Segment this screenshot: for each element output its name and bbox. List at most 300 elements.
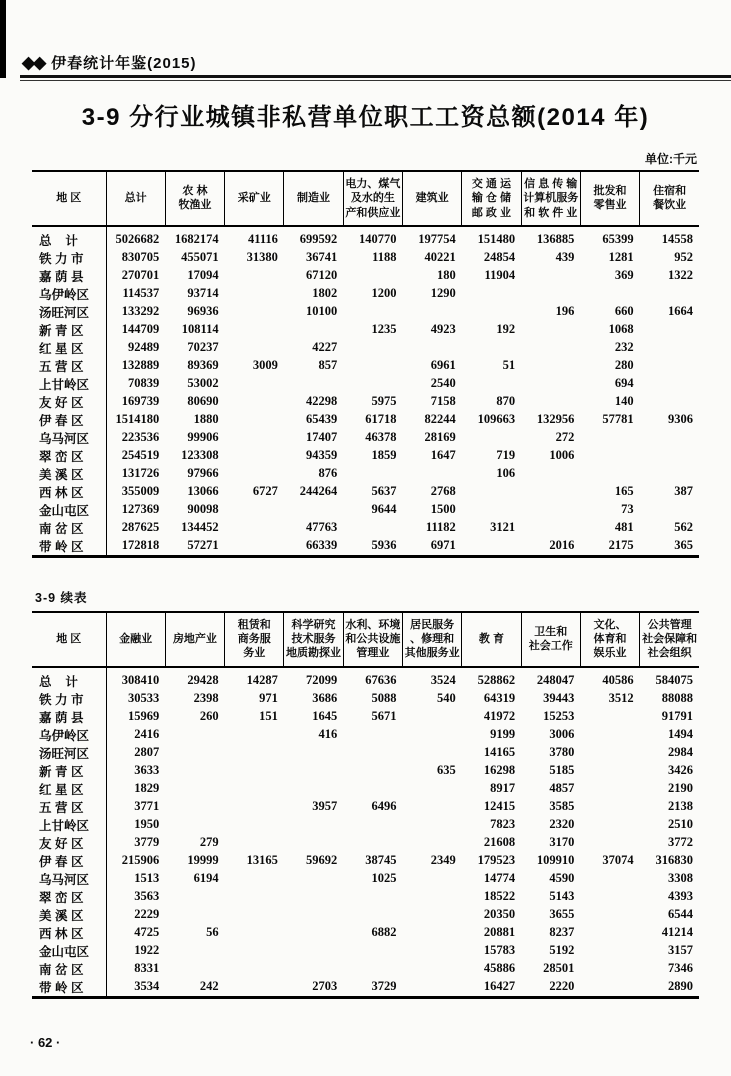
value-cell [225, 303, 284, 321]
value-cell: 2175 [608, 538, 634, 553]
value-cell: 5088 [371, 691, 397, 706]
value-cell: 2349 [430, 853, 456, 868]
value-cell: 59692 [305, 853, 338, 868]
value-cell [580, 942, 639, 960]
value-cell: 14558 [661, 232, 693, 247]
value-cell [165, 798, 224, 816]
continuation-label: 3-9 续表 [35, 590, 88, 605]
region-cell: 美 溪 区 [32, 465, 106, 483]
value-cell: 15253 [543, 709, 575, 724]
value-cell: 88088 [661, 691, 693, 706]
table-row [32, 357, 699, 375]
value-cell [402, 942, 461, 960]
value-cell: 19999 [187, 853, 219, 868]
value-cell [225, 339, 284, 357]
value-cell [225, 906, 284, 924]
value-cell: 2138 [668, 799, 693, 814]
value-cell: 28169 [424, 430, 456, 445]
value-cell: 1500 [430, 502, 456, 517]
value-cell [580, 816, 639, 834]
table-row [32, 501, 699, 519]
value-cell: 16427 [483, 979, 516, 994]
value-cell: 8331 [134, 961, 160, 976]
value-cell [343, 339, 402, 357]
value-cell [462, 303, 521, 321]
region-cell: 西 林 区 [32, 924, 106, 942]
value-cell: 91791 [661, 709, 693, 724]
value-cell: 151 [259, 709, 278, 724]
value-cell: 132889 [121, 358, 160, 373]
value-cell: 11182 [425, 520, 456, 535]
value-cell: 287625 [121, 520, 160, 535]
value-cell: 2190 [668, 781, 693, 796]
value-cell: 151480 [477, 232, 516, 247]
value-cell [521, 519, 580, 537]
value-cell [165, 816, 224, 834]
value-cell [521, 285, 580, 303]
value-cell: 2320 [549, 817, 575, 832]
value-cell: 4923 [430, 322, 456, 337]
value-cell [402, 888, 461, 906]
value-cell [640, 357, 699, 375]
value-cell: 41116 [248, 232, 278, 247]
value-cell [284, 942, 343, 960]
value-cell: 47763 [305, 520, 338, 535]
table-row [32, 852, 699, 870]
value-cell: 30533 [128, 691, 160, 706]
value-cell: 2220 [549, 979, 575, 994]
value-cell [343, 267, 402, 285]
industry-column-header: 卫生和 社会工作 [521, 612, 580, 667]
region-cell: 乌马河区 [32, 870, 106, 888]
scan-edge-mark [0, 0, 6, 78]
value-cell: 2540 [430, 376, 456, 391]
value-cell [343, 303, 402, 321]
value-cell: 136885 [536, 232, 575, 247]
value-cell: 5143 [549, 889, 575, 904]
region-cell: 总 计 [32, 667, 106, 690]
value-cell: 3563 [134, 889, 160, 904]
industry-column-header: 农 林 牧渔业 [165, 171, 224, 226]
value-cell [462, 483, 521, 501]
value-cell [225, 285, 284, 303]
value-cell: 3585 [549, 799, 575, 814]
value-cell [343, 465, 402, 483]
value-cell [640, 393, 699, 411]
value-cell [402, 924, 461, 942]
table-row [32, 537, 699, 557]
value-cell: 1290 [430, 286, 456, 301]
value-cell [165, 960, 224, 978]
value-cell [521, 321, 580, 339]
region-cell: 带 岭 区 [32, 978, 106, 998]
value-cell [402, 726, 461, 744]
region-cell: 带 岭 区 [32, 537, 106, 557]
value-cell: 90098 [187, 502, 219, 517]
value-cell [402, 798, 461, 816]
value-cell [580, 780, 639, 798]
region-cell: 伊 春 区 [32, 411, 106, 429]
value-cell: 6194 [193, 871, 219, 886]
value-cell: 3308 [668, 871, 693, 886]
value-cell: 1802 [312, 286, 338, 301]
industry-column-header: 总计 [106, 171, 165, 226]
diamond-icons: ◆◆ [22, 52, 45, 72]
value-cell [462, 501, 521, 519]
value-cell [402, 906, 461, 924]
yearbook-title: 伊春统计年鉴(2015) [51, 55, 197, 72]
header-row [32, 612, 699, 667]
value-cell: 1950 [134, 817, 160, 832]
value-cell: 108114 [181, 322, 219, 337]
region-cell: 友 好 区 [32, 393, 106, 411]
value-cell: 5026682 [115, 232, 160, 247]
value-cell [343, 888, 402, 906]
value-cell [225, 960, 284, 978]
value-cell: 65439 [305, 412, 338, 427]
value-cell: 223536 [121, 430, 160, 445]
value-cell: 6971 [430, 538, 456, 553]
value-cell [640, 285, 699, 303]
value-cell: 1859 [371, 448, 397, 463]
value-cell [225, 447, 284, 465]
value-cell: 93714 [187, 286, 219, 301]
region-cell: 汤旺河区 [32, 744, 106, 762]
value-cell [402, 465, 461, 483]
value-cell [580, 465, 639, 483]
table-row [32, 978, 699, 998]
banner-divider [20, 75, 731, 81]
table-row [32, 780, 699, 798]
value-cell: 127369 [121, 502, 160, 517]
value-cell: 1188 [372, 250, 397, 265]
value-cell: 14165 [483, 745, 516, 760]
value-cell [521, 339, 580, 357]
wage-table-part1 [32, 170, 699, 558]
region-cell: 上甘岭区 [32, 375, 106, 393]
value-cell: 10100 [305, 304, 338, 319]
region-cell: 新 青 区 [32, 762, 106, 780]
wage-table-part2 [32, 611, 699, 999]
value-cell: 3771 [134, 799, 160, 814]
value-cell [343, 906, 402, 924]
value-cell: 66339 [305, 538, 338, 553]
value-cell [343, 816, 402, 834]
value-cell: 3121 [490, 520, 516, 535]
value-cell: 29428 [187, 673, 219, 688]
value-cell [343, 519, 402, 537]
value-cell: 540 [437, 691, 456, 706]
value-cell: 2703 [312, 979, 338, 994]
value-cell: 15969 [128, 709, 160, 724]
value-cell: 7823 [490, 817, 516, 832]
value-cell: 365 [674, 538, 693, 553]
value-cell [225, 267, 284, 285]
table-row [32, 690, 699, 708]
region-cell: 五 营 区 [32, 798, 106, 816]
value-cell [640, 321, 699, 339]
value-cell: 72099 [305, 673, 338, 688]
value-cell: 131726 [121, 466, 160, 481]
value-cell: 3426 [668, 763, 693, 778]
value-cell: 16298 [483, 763, 516, 778]
value-cell [402, 339, 461, 357]
table-row [32, 249, 699, 267]
region-cell: 乌马河区 [32, 429, 106, 447]
value-cell [225, 375, 284, 393]
value-cell: 28501 [543, 961, 575, 976]
value-cell: 694 [614, 376, 634, 391]
value-cell: 11904 [484, 268, 516, 283]
value-cell: 3524 [430, 673, 456, 688]
value-cell: 13165 [246, 853, 278, 868]
region-cell: 西 林 区 [32, 483, 106, 501]
value-cell [225, 780, 284, 798]
value-cell: 562 [674, 520, 693, 535]
value-cell: 1025 [371, 871, 397, 886]
table-row [32, 465, 699, 483]
region-column-header: 地 区 [32, 171, 106, 226]
value-cell: 1647 [430, 448, 456, 463]
value-cell: 3655 [549, 907, 575, 922]
value-cell: 1880 [193, 412, 219, 427]
value-cell [225, 726, 284, 744]
value-cell: 279 [199, 835, 219, 850]
value-cell: 67636 [365, 673, 397, 688]
value-cell: 1494 [668, 727, 693, 742]
value-cell [580, 762, 639, 780]
value-cell: 7158 [430, 394, 456, 409]
value-cell: 6496 [371, 799, 397, 814]
industry-column-header: 建筑业 [402, 171, 461, 226]
table-row [32, 667, 699, 690]
industry-column-header: 采矿业 [225, 171, 284, 226]
value-cell: 3009 [252, 358, 278, 373]
value-cell [402, 960, 461, 978]
region-cell: 乌伊岭区 [32, 726, 106, 744]
value-cell [343, 744, 402, 762]
value-cell: 15783 [483, 943, 516, 958]
value-cell [225, 429, 284, 447]
region-cell: 南 岔 区 [32, 519, 106, 537]
value-cell [580, 798, 639, 816]
value-cell [284, 870, 343, 888]
value-cell: 5671 [371, 709, 397, 724]
value-cell: 70237 [187, 340, 219, 355]
value-cell: 416 [318, 727, 338, 742]
value-cell [225, 744, 284, 762]
value-cell [521, 357, 580, 375]
value-cell: 215906 [121, 853, 160, 868]
table-row [32, 744, 699, 762]
region-cell: 乌伊岭区 [32, 285, 106, 303]
table-row [32, 411, 699, 429]
value-cell: 4227 [312, 340, 338, 355]
value-cell [402, 780, 461, 798]
industry-column-header: 教 育 [462, 612, 521, 667]
value-cell [284, 816, 343, 834]
value-cell: 3772 [668, 835, 693, 850]
value-cell: 4393 [668, 889, 693, 904]
table-row [32, 834, 699, 852]
table-row [32, 483, 699, 501]
value-cell: 14774 [483, 871, 516, 886]
value-cell: 80690 [187, 394, 219, 409]
region-cell: 嘉 荫 县 [32, 267, 106, 285]
value-cell [343, 960, 402, 978]
value-cell: 99906 [187, 430, 219, 445]
value-cell: 56 [206, 925, 219, 940]
table-row [32, 708, 699, 726]
value-cell: 31380 [246, 250, 278, 265]
value-cell: 5975 [371, 394, 397, 409]
value-cell [402, 816, 461, 834]
value-cell [284, 762, 343, 780]
value-cell: 584075 [655, 673, 693, 688]
value-cell [640, 339, 699, 357]
value-cell [580, 978, 639, 998]
value-cell: 3729 [371, 979, 397, 994]
value-cell: 169739 [121, 394, 160, 409]
value-cell: 1235 [371, 322, 397, 337]
value-cell [580, 960, 639, 978]
value-cell: 114537 [122, 286, 160, 301]
region-cell: 铁 力 市 [32, 690, 106, 708]
value-cell: 455071 [181, 250, 219, 265]
value-cell: 1513 [134, 871, 160, 886]
table-row [32, 285, 699, 303]
value-cell: 232 [614, 340, 634, 355]
value-cell: 3006 [549, 727, 575, 742]
value-cell: 3170 [549, 835, 575, 850]
value-cell: 196 [555, 304, 575, 319]
value-cell [225, 870, 284, 888]
value-cell [343, 834, 402, 852]
region-cell: 友 好 区 [32, 834, 106, 852]
value-cell: 144709 [121, 322, 160, 337]
value-cell: 1068 [608, 322, 634, 337]
value-cell [521, 267, 580, 285]
region-cell: 五 营 区 [32, 357, 106, 375]
value-cell: 132956 [536, 412, 575, 427]
value-cell: 242 [199, 979, 219, 994]
value-cell: 3780 [549, 745, 575, 760]
table-row [32, 816, 699, 834]
value-cell: 133292 [121, 304, 160, 319]
value-cell: 308410 [121, 673, 160, 688]
value-cell [343, 726, 402, 744]
table-row [32, 303, 699, 321]
value-cell: 5192 [549, 943, 575, 958]
value-cell: 2398 [193, 691, 219, 706]
value-cell: 179523 [477, 853, 516, 868]
value-cell: 1922 [134, 943, 160, 958]
value-cell [580, 888, 639, 906]
table-row [32, 519, 699, 537]
value-cell: 3686 [312, 691, 338, 706]
value-cell: 2416 [134, 727, 160, 742]
value-cell [225, 762, 284, 780]
value-cell [640, 465, 699, 483]
value-cell [580, 870, 639, 888]
region-cell: 金山屯区 [32, 942, 106, 960]
value-cell: 1281 [608, 250, 634, 265]
table-row [32, 798, 699, 816]
value-cell: 123308 [181, 448, 219, 463]
value-cell [165, 906, 224, 924]
value-cell: 1645 [312, 709, 338, 724]
value-cell: 6961 [430, 358, 456, 373]
value-cell [284, 888, 343, 906]
value-cell: 42298 [305, 394, 338, 409]
value-cell [284, 906, 343, 924]
value-cell: 17094 [187, 268, 219, 283]
value-cell: 2016 [549, 538, 575, 553]
value-cell [521, 393, 580, 411]
value-cell [225, 834, 284, 852]
table-row [32, 393, 699, 411]
industry-column-header: 制造业 [284, 171, 343, 226]
industry-column-header: 电力、煤气 及水的生 产和供应业 [343, 171, 402, 226]
table-row [32, 339, 699, 357]
industry-column-header: 科学研究 技术服务 地质勘探业 [284, 612, 343, 667]
value-cell: 439 [555, 250, 575, 265]
region-cell: 金山屯区 [32, 501, 106, 519]
value-cell [640, 501, 699, 519]
value-cell: 46378 [365, 430, 397, 445]
industry-column-header: 公共管理 社会保障和 社会组织 [640, 612, 699, 667]
value-cell [580, 429, 639, 447]
value-cell: 9306 [668, 412, 693, 427]
value-cell [225, 978, 284, 998]
value-cell: 4857 [549, 781, 575, 796]
industry-column-header: 信 息 传 输 计算机服务 和 软 件 业 [521, 171, 580, 226]
value-cell: 971 [259, 691, 278, 706]
value-cell: 270701 [121, 268, 160, 283]
value-cell [640, 375, 699, 393]
value-cell: 5936 [371, 538, 397, 553]
value-cell: 7346 [668, 961, 693, 976]
value-cell [580, 924, 639, 942]
value-cell [165, 744, 224, 762]
value-cell: 94359 [305, 448, 338, 463]
value-cell: 4725 [134, 925, 160, 940]
value-cell: 45886 [483, 961, 516, 976]
value-cell [402, 708, 461, 726]
value-cell [521, 375, 580, 393]
value-cell [225, 924, 284, 942]
industry-column-header: 居民服务 、修理和 其他服务业 [402, 612, 461, 667]
value-cell: 876 [318, 466, 338, 481]
value-cell: 699592 [299, 232, 338, 247]
value-cell: 280 [614, 358, 634, 373]
page-number: · 62 · [30, 1035, 61, 1050]
value-cell [284, 744, 343, 762]
table-row [32, 267, 699, 285]
value-cell [284, 501, 343, 519]
value-cell: 192 [496, 322, 516, 337]
value-cell: 830705 [121, 250, 160, 265]
region-column-header: 地 区 [32, 612, 106, 667]
value-cell: 39443 [543, 691, 575, 706]
industry-column-header: 金融业 [106, 612, 165, 667]
value-cell [225, 321, 284, 339]
value-cell: 24854 [483, 250, 516, 265]
value-cell: 20881 [483, 925, 516, 940]
table-row [32, 960, 699, 978]
table-row [32, 870, 699, 888]
value-cell: 36741 [305, 250, 338, 265]
